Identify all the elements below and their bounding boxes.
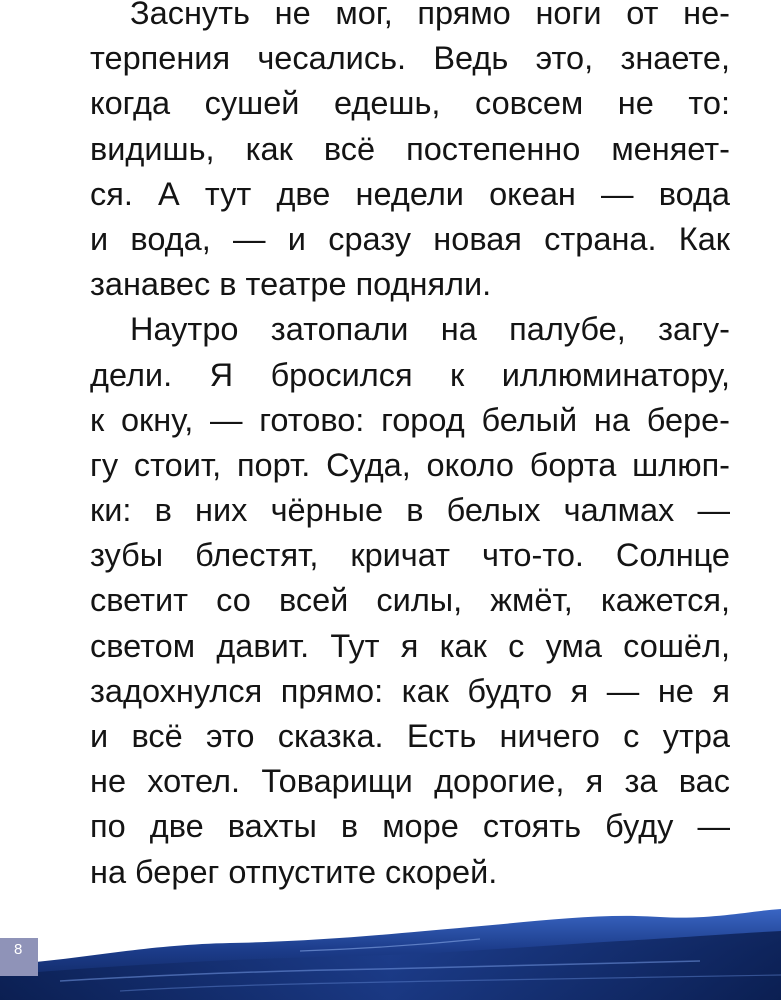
text-line: когда сушей едешь, совсем не то: bbox=[90, 85, 730, 122]
text-line: терпения чесались. Ведь это, знаете, bbox=[90, 40, 730, 77]
text-line: Наутро затопали на палубе, загу- bbox=[130, 311, 730, 348]
text-line: ки: в них чёрные в белых чалмах — bbox=[90, 492, 730, 529]
text-line: видишь, как всё постепенно меняет- bbox=[90, 130, 730, 167]
story-text bbox=[90, 0, 730, 895]
text-line: на берег отпустите скорей. bbox=[90, 853, 498, 890]
text-line: светом давит. Тут я как с ума сошёл, bbox=[90, 627, 730, 664]
text-line: гу стоит, порт. Суда, около борта шлюп- bbox=[90, 446, 730, 483]
text-line: ся. А тут две недели океан — вода bbox=[90, 175, 730, 212]
text-line: задохнулся прямо: как будто я — не я bbox=[90, 672, 730, 709]
text-line: дели. Я бросился к иллюминатору, bbox=[90, 356, 730, 393]
text-line: по две вахты в море стоять буду — bbox=[90, 808, 730, 845]
text-line: к окну, — готово: город белый на бере- bbox=[90, 401, 730, 438]
text-line: светит со всей силы, жмёт, кажется, bbox=[90, 582, 730, 619]
text-line: и вода, — и сразу новая страна. Как bbox=[90, 220, 730, 257]
ocean-wave-decoration bbox=[0, 905, 781, 1000]
page-number: 8 bbox=[14, 941, 23, 958]
text-line: и всё это сказка. Есть ничего с утра bbox=[90, 718, 730, 754]
text-line: Заснуть не мог, прямо ноги от не- bbox=[130, 0, 730, 31]
text-line: не хотел. Товарищи дорогие, я за вас bbox=[90, 763, 730, 800]
text-line: зубы блестят, кричат что-то. Солнце bbox=[90, 537, 730, 574]
text-line: занавес в театре подняли. bbox=[90, 266, 492, 303]
